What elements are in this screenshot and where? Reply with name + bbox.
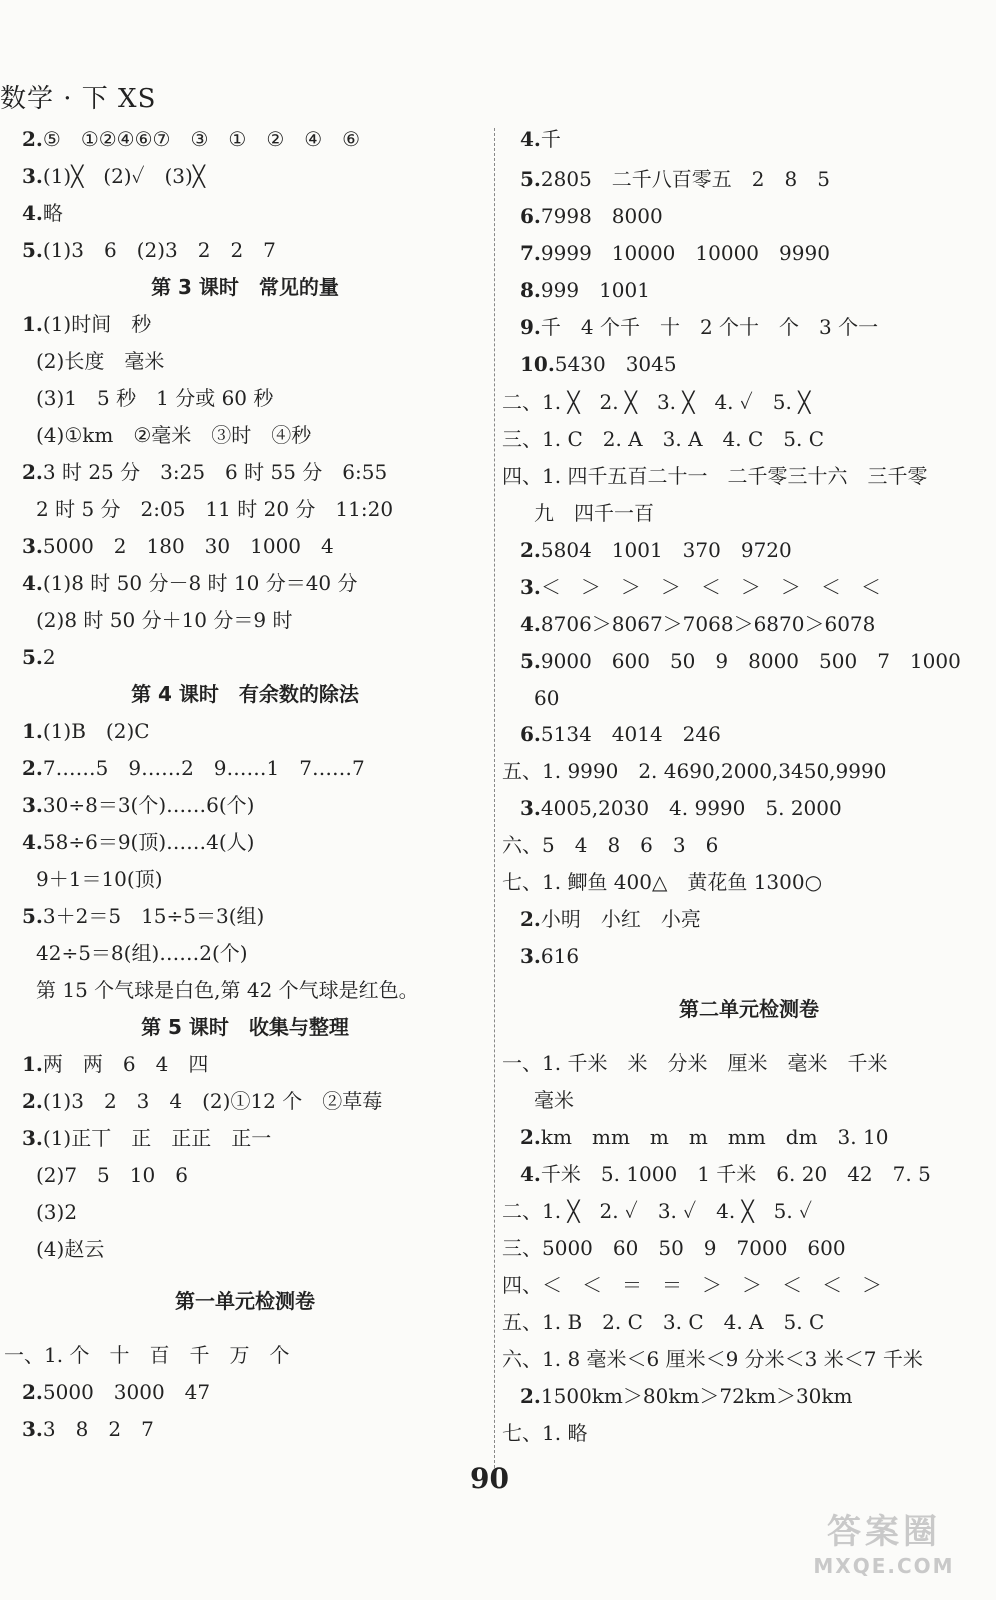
answer-line bbox=[22, 163, 205, 189]
answer-line bbox=[22, 829, 254, 855]
answer-line: 2 时 5 分 2:05 11 时 20 分 11:20 bbox=[36, 497, 394, 521]
answer-number: 7. bbox=[520, 241, 541, 265]
answer-number: 1. bbox=[22, 719, 43, 743]
answer-number: 3. bbox=[520, 575, 541, 599]
section-title: 第 3 课时 常见的量 bbox=[151, 275, 339, 299]
watermark-logo bbox=[794, 1510, 974, 1588]
answer-text: 58÷6＝9(顶)……4(人) bbox=[42, 830, 255, 854]
answer-number: 5. bbox=[520, 167, 541, 191]
answer-text: (1)时间 秒 bbox=[42, 312, 152, 336]
answer-number: 2. bbox=[520, 1384, 541, 1408]
answer-text: 9000 600 50 9 8000 500 7 1000 bbox=[540, 649, 961, 673]
answer-line bbox=[22, 1416, 154, 1442]
watermark-top-text: 答案圈 bbox=[827, 1512, 941, 1552]
answer-line bbox=[520, 126, 561, 152]
answer-line bbox=[520, 906, 701, 932]
answer-number: 2. bbox=[22, 756, 43, 780]
answer-number: 4. bbox=[22, 571, 43, 595]
answer-number: 2. bbox=[520, 1125, 541, 1149]
answer-number: 2. bbox=[22, 127, 43, 151]
answer-line bbox=[22, 570, 358, 596]
answer-line bbox=[22, 200, 63, 226]
answer-line: 九 四千一百 bbox=[534, 501, 654, 525]
section-title: 第 5 课时 收集与整理 bbox=[141, 1015, 349, 1039]
answer-line bbox=[22, 1125, 271, 1151]
answer-section-line: 五、1. 9990 2. 4690,2000,3450,9990 bbox=[502, 759, 887, 783]
answer-text: 略 bbox=[42, 201, 63, 225]
answer-line bbox=[22, 792, 254, 818]
answer-text: 5134 4014 246 bbox=[540, 722, 721, 746]
answer-text: 5804 1001 370 9720 bbox=[540, 538, 792, 562]
answer-line bbox=[520, 795, 842, 821]
answer-line bbox=[22, 126, 360, 152]
answer-line bbox=[22, 903, 264, 929]
answer-number: 2. bbox=[520, 538, 541, 562]
answer-line bbox=[22, 718, 150, 744]
answer-text: 8706＞8067＞7068＞6870＞6078 bbox=[540, 612, 876, 636]
answer-line bbox=[520, 943, 579, 969]
answer-line: (4)赵云 bbox=[36, 1237, 105, 1261]
answer-section-line: 七、1. 鲫鱼 400△ 黄花鱼 1300○ bbox=[502, 870, 823, 894]
answer-line bbox=[22, 459, 387, 485]
answer-section-line: 一、1. 千米 米 分米 厘米 毫米 千米 bbox=[502, 1051, 888, 1075]
answer-line bbox=[520, 1124, 888, 1150]
answer-line bbox=[520, 314, 878, 340]
answer-number: 5. bbox=[22, 645, 43, 669]
answer-number: 2. bbox=[22, 1380, 43, 1404]
answer-text: 5430 3045 bbox=[554, 352, 677, 376]
answer-line bbox=[22, 755, 365, 781]
answer-number: 1. bbox=[22, 1052, 43, 1076]
answer-line: 毫米 bbox=[534, 1088, 574, 1112]
answer-section-line: 六、5 4 8 6 3 6 bbox=[502, 833, 719, 857]
answer-text: 两 两 6 4 四 bbox=[42, 1052, 209, 1076]
answer-text: 3 8 2 7 bbox=[42, 1417, 154, 1441]
answer-text: (1)3 6 (2)3 2 2 7 bbox=[42, 238, 276, 262]
answer-line: (2)7 5 10 6 bbox=[36, 1163, 188, 1187]
page-number: 90 bbox=[470, 1462, 509, 1495]
answer-number: 4. bbox=[520, 612, 541, 636]
answer-text: 4005,2030 4. 9990 5. 2000 bbox=[540, 796, 842, 820]
answer-text: 30÷8＝3(个)……6(个) bbox=[42, 793, 255, 817]
answer-line bbox=[22, 644, 56, 670]
answer-section-line: 四、＜ ＜ ＝ ＝ ＞ ＞ ＜ ＜ ＞ bbox=[502, 1273, 882, 1297]
answer-line: (2)8 时 50 分＋10 分＝9 时 bbox=[36, 608, 293, 632]
answer-number: 3. bbox=[22, 1126, 43, 1150]
section-title: 第一单元检测卷 bbox=[175, 1289, 315, 1313]
answer-text: ＜ ＞ ＞ ＞ ＜ ＞ ＞ ＜ ＜ bbox=[540, 575, 881, 599]
answer-number: 3. bbox=[22, 793, 43, 817]
answer-number: 3. bbox=[22, 534, 43, 558]
answer-line bbox=[22, 1379, 210, 1405]
answer-number: 4. bbox=[520, 127, 541, 151]
answer-number: 5. bbox=[520, 649, 541, 673]
answer-text: 7998 8000 bbox=[540, 204, 663, 228]
answer-number: 6. bbox=[520, 204, 541, 228]
answer-line bbox=[520, 1383, 852, 1409]
answer-line bbox=[520, 721, 721, 747]
answer-text: 7……5 9……2 9……1 7……7 bbox=[42, 756, 365, 780]
answer-number: 4. bbox=[22, 201, 43, 225]
answer-number: 10. bbox=[520, 352, 555, 376]
answer-text: 9999 10000 10000 9990 bbox=[540, 241, 830, 265]
answer-section-line: 七、1. 略 bbox=[502, 1421, 588, 1445]
answer-line: 第 15 个气球是白色,第 42 个气球是红色。 bbox=[36, 978, 419, 1002]
answer-text: 3 时 25 分 3:25 6 时 55 分 6:55 bbox=[42, 460, 388, 484]
answer-line: 9＋1＝10(顶) bbox=[36, 867, 163, 891]
answer-line: 42÷5＝8(组)……2(个) bbox=[36, 941, 248, 965]
answer-number: 3. bbox=[520, 796, 541, 820]
answer-line bbox=[22, 533, 334, 559]
answer-section-line: 五、1. B 2. C 3. C 4. A 5. C bbox=[502, 1310, 825, 1334]
answer-number: 5. bbox=[22, 238, 43, 262]
answer-text: 5000 2 180 30 1000 4 bbox=[42, 534, 334, 558]
answer-section-line: 一、1. 个 十 百 千 万 个 bbox=[4, 1343, 290, 1367]
answer-line bbox=[520, 648, 961, 674]
answer-text: 1500km＞80km＞72km＞30km bbox=[540, 1384, 853, 1408]
answer-section-line: 三、1. C 2. A 3. A 4. C 5. C bbox=[502, 427, 824, 451]
answer-line: (3)1 5 秒 1 分或 60 秒 bbox=[36, 386, 274, 410]
answer-line bbox=[520, 277, 650, 303]
answer-line bbox=[22, 311, 151, 337]
page-header: 数学 · 下 XS bbox=[0, 84, 157, 114]
answer-section-line: 四、1. 四千五百二十一 二千零三十六 三千零 bbox=[502, 464, 928, 488]
answer-text: 616 bbox=[540, 944, 580, 968]
answer-text: (1)B (2)C bbox=[42, 719, 150, 743]
answer-text: ⑤ ①②④⑥⑦ ③ ① ② ④ ⑥ bbox=[42, 127, 361, 151]
answer-line bbox=[520, 611, 875, 637]
answer-number: 3. bbox=[520, 944, 541, 968]
answer-text: 999 1001 bbox=[540, 278, 650, 302]
answer-section-line: 三、5000 60 50 9 7000 600 bbox=[502, 1236, 846, 1260]
answer-number: 3. bbox=[22, 1417, 43, 1441]
answer-text: 5000 3000 47 bbox=[42, 1380, 211, 1404]
answer-line bbox=[22, 1088, 382, 1114]
answer-line: (4)①km ②毫米 ③时 ④秒 bbox=[36, 423, 312, 447]
answer-number: 2. bbox=[520, 907, 541, 931]
answer-text: 千米 5. 1000 1 千米 6. 20 42 7. 5 bbox=[540, 1162, 931, 1186]
answer-number: 2. bbox=[22, 460, 43, 484]
answer-number: 4. bbox=[22, 830, 43, 854]
answer-text: (1)3 2 3 4 (2)①12 个 ②草莓 bbox=[42, 1089, 383, 1113]
answer-text: 千 4 个千 十 2 个十 个 3 个一 bbox=[540, 315, 879, 339]
section-title: 第 4 课时 有余数的除法 bbox=[131, 682, 359, 706]
answer-line bbox=[520, 1161, 931, 1187]
answer-line: (2)长度 毫米 bbox=[36, 349, 165, 373]
answer-line bbox=[520, 166, 830, 192]
answer-section-line: 二、1. ╳ 2. ✓ 3. ✓ 4. ╳ 5. ✓ bbox=[502, 1199, 812, 1223]
answer-line bbox=[22, 237, 276, 263]
answer-number: 1. bbox=[22, 312, 43, 336]
answer-text: 3＋2＝5 15÷5＝3(组) bbox=[42, 904, 265, 928]
answer-number: 4. bbox=[520, 1162, 541, 1186]
answer-text: (1)╳ (2)✓ (3)╳ bbox=[42, 164, 205, 188]
answer-text: (1)8 时 50 分－8 时 10 分＝40 分 bbox=[42, 571, 358, 595]
answer-section-line: 六、1. 8 毫米＜6 厘米＜9 分米＜3 米＜7 千米 bbox=[502, 1347, 923, 1371]
answer-text: 小明 小红 小亮 bbox=[540, 907, 701, 931]
answer-text: 2805 二千八百零五 2 8 5 bbox=[540, 167, 830, 191]
answer-number: 6. bbox=[520, 722, 541, 746]
answer-number: 5. bbox=[22, 904, 43, 928]
answer-text: 千 bbox=[540, 127, 561, 151]
answer-line bbox=[520, 537, 792, 563]
answer-section-line: 二、1. ╳ 2. ╳ 3. ╳ 4. ✓ 5. ╳ bbox=[502, 390, 811, 414]
answer-number: 8. bbox=[520, 278, 541, 302]
answer-line: (3)2 bbox=[36, 1200, 78, 1224]
answer-line bbox=[22, 1051, 208, 1077]
answer-line bbox=[520, 574, 881, 600]
answer-number: 3. bbox=[22, 164, 43, 188]
answer-line: 60 bbox=[534, 686, 560, 710]
answer-number: 2. bbox=[22, 1089, 43, 1113]
section-title: 第二单元检测卷 bbox=[679, 997, 819, 1021]
answer-text: (1)正丅 正 正正 正一 bbox=[42, 1126, 272, 1150]
answer-number: 9. bbox=[520, 315, 541, 339]
answer-line bbox=[520, 351, 677, 377]
answer-line bbox=[520, 240, 830, 266]
answer-text: 2 bbox=[42, 645, 56, 669]
column-divider bbox=[494, 128, 495, 1468]
answer-text: km mm m m mm dm 3. 10 bbox=[540, 1125, 889, 1149]
answer-line bbox=[520, 203, 663, 229]
watermark-bottom-text: MXQE.COM bbox=[813, 1554, 955, 1578]
